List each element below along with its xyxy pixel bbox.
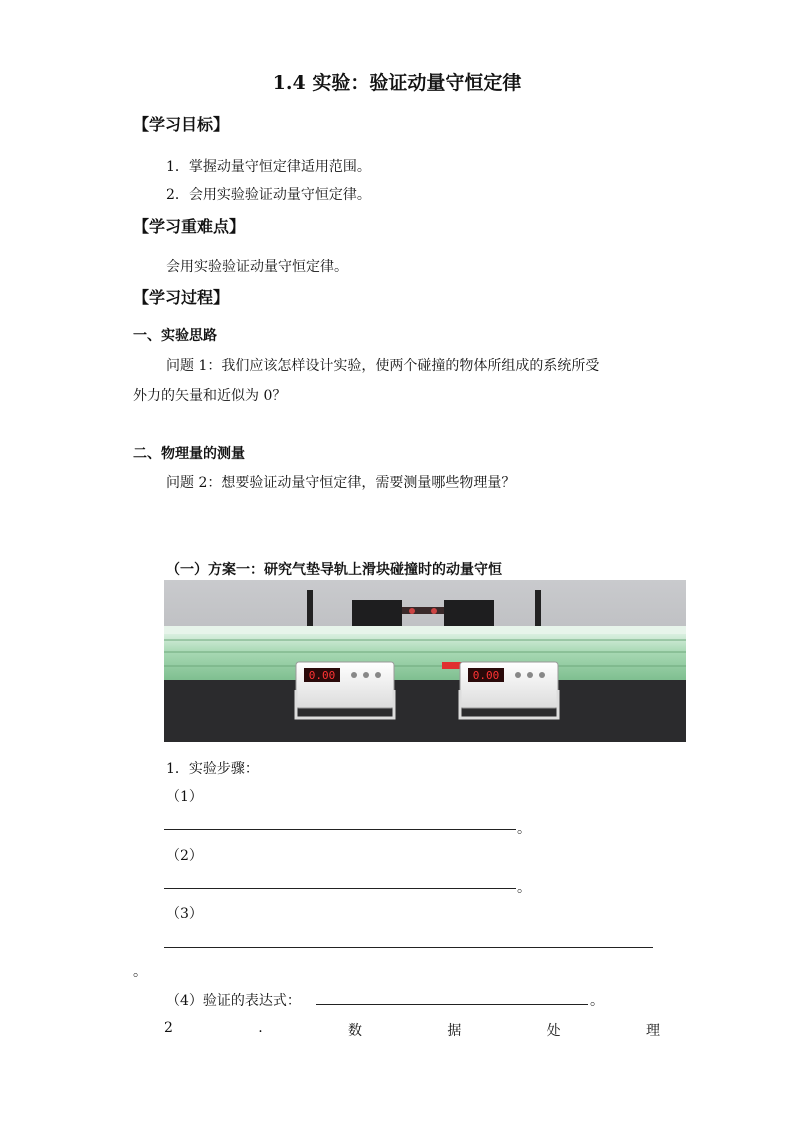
air-track-illustration xyxy=(164,580,686,742)
part2-heading: 二、物理量的测量 xyxy=(133,446,245,462)
question-2: 问题 2：想要验证动量守恒定律，需要测量哪些物理量？ xyxy=(166,475,516,491)
data-processing-heading xyxy=(164,1020,660,1040)
key-points-heading: 【学习重难点】 xyxy=(133,217,246,236)
step-1-period: 。 xyxy=(517,821,531,837)
step-2-label: （2） xyxy=(166,848,203,864)
timer-left-display: 0.00 xyxy=(308,669,336,682)
process-heading: 【学习过程】 xyxy=(133,288,230,307)
question-1-line-2: 外力的矢量和近似为 0？ xyxy=(133,388,287,404)
part1-heading: 一、实验思路 xyxy=(133,328,217,344)
step-3-period: 。 xyxy=(133,964,147,980)
step-4-period: 。 xyxy=(590,993,604,1009)
data-char-4: 据 xyxy=(447,1023,462,1039)
plan1-heading: （一）方案一：研究气垫导轨上滑块碰撞时的动量守恒 xyxy=(166,562,502,578)
page-title: 1.4 实验：验证动量守恒定律 xyxy=(272,72,522,94)
step-4-label: （4）验证的表达式： xyxy=(166,993,301,1009)
step-4-blank[interactable] xyxy=(316,1004,588,1005)
data-char-3: 数 xyxy=(348,1023,362,1039)
goals-heading: 【学习目标】 xyxy=(133,115,230,134)
data-char-1: 2 xyxy=(164,1020,173,1036)
step-2-blank[interactable] xyxy=(164,888,516,889)
step-1-blank[interactable] xyxy=(164,829,516,830)
steps-label: 1．实验步骤： xyxy=(166,761,259,777)
data-char-2: . xyxy=(258,1020,263,1036)
air-track-photo xyxy=(164,580,686,742)
timer-right-display: 0.00 xyxy=(472,669,500,682)
step-3-label: （3） xyxy=(166,906,203,922)
goal-item-1: 1．掌握动量守恒定律适用范围。 xyxy=(166,159,371,175)
goal-item-2: 2．会用实验验证动量守恒定律。 xyxy=(166,187,371,203)
step-1-label: （1） xyxy=(166,789,203,805)
data-char-6: 理 xyxy=(645,1023,660,1039)
key-points-text: 会用实验验证动量守恒定律。 xyxy=(166,259,348,275)
data-char-5: 处 xyxy=(546,1023,561,1039)
step-2-period: 。 xyxy=(517,880,531,896)
step-3-blank[interactable] xyxy=(164,947,653,948)
question-1-line-1: 问题 1：我们应该怎样设计实验，使两个碰撞的物体所组成的系统所受 xyxy=(166,358,600,374)
